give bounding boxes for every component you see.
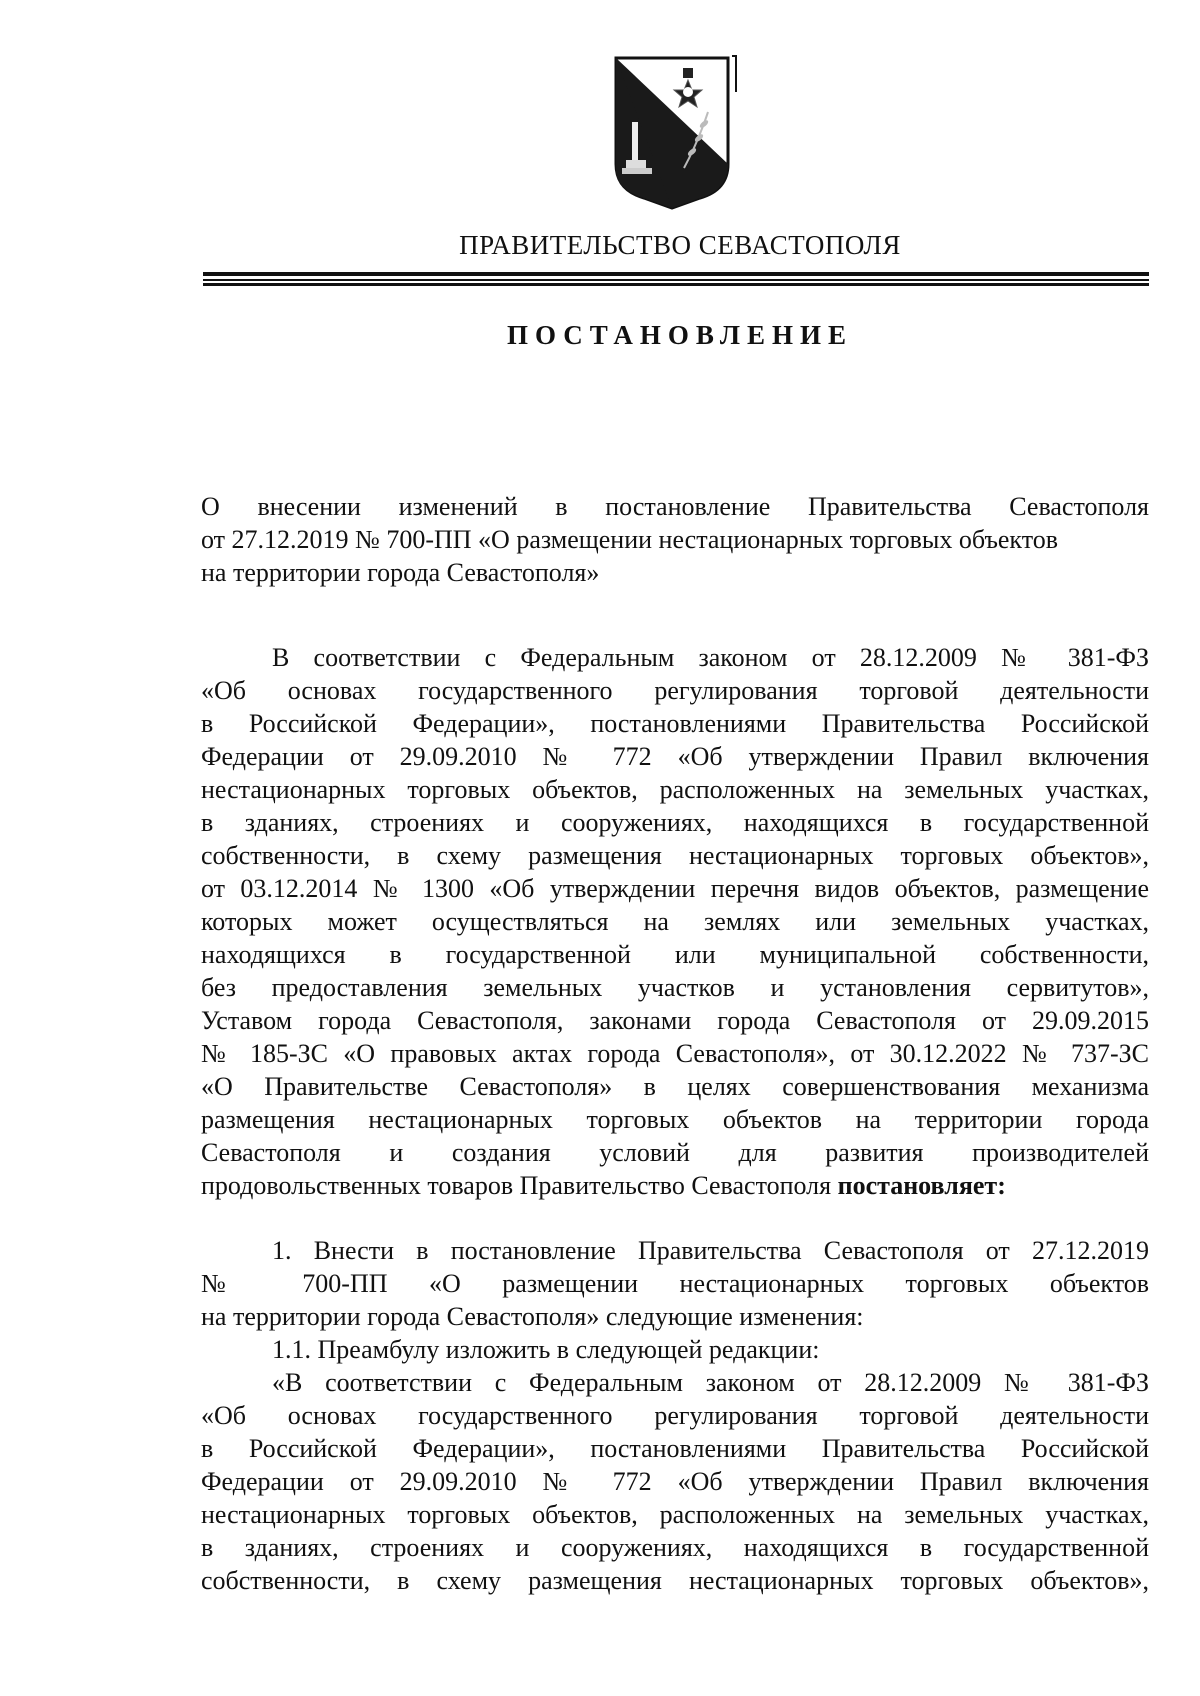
resolves-keyword: постановляет: xyxy=(837,1171,1006,1200)
text-line xyxy=(201,1169,1149,1202)
text-line: в зданиях, строениях и сооружениях, находящихся в государственной xyxy=(201,1533,1149,1562)
sevastopol-coat-of-arms-icon xyxy=(604,52,740,212)
text-line: № 700-ПП «О размещении нестационарных торговых объектов xyxy=(201,1269,1149,1298)
text-line: Федерации от 29.09.2010 № 772 «Об утверждении Правил включения xyxy=(201,742,1149,771)
header-rule xyxy=(203,272,1149,276)
text-line: 1.1. Преамбулу изложить в следующей редакции: xyxy=(272,1335,820,1364)
text-line: Севастополя и создания условий для развития производителей xyxy=(201,1138,1149,1167)
text-line: от 03.12.2014 № 1300 «Об утверждении перечня видов объектов, размещение xyxy=(201,874,1149,903)
text-line: нестационарных торговых объектов, расположенных на земельных участках, xyxy=(201,1500,1149,1529)
text-line: собственности, в схему размещения нестационарных торговых объектов», xyxy=(201,841,1149,870)
text-line: от 27.12.2019 № 700-ПП «О размещении нестационарных торговых объектов xyxy=(201,525,1059,554)
text-line: № 185-ЗС «О правовых актах города Севастополя», от 30.12.2022 № 737-ЗС xyxy=(201,1039,1149,1068)
text-line: «О Правительстве Севастополя» в целях совершенствования механизма xyxy=(201,1072,1149,1101)
text-line: размещения нестационарных торговых объектов на территории города xyxy=(201,1105,1149,1134)
text-line: нестационарных торговых объектов, расположенных на земельных участках, xyxy=(201,775,1149,804)
text-line: в Российской Федерации», постановлениями Правительства Российской xyxy=(201,1434,1149,1463)
text-line: «Об основах государственного регулирования торговой деятельности xyxy=(201,1401,1149,1430)
text-line: без предоставления земельных участков и установления сервитутов», xyxy=(201,973,1149,1002)
text-line: которых может осуществляться на землях или земельных участках, xyxy=(201,907,1149,936)
header-rule xyxy=(203,279,1149,281)
item-1-paragraph xyxy=(201,1234,1149,1597)
text-line: на территории города Севастополя» следующие изменения: xyxy=(201,1302,864,1331)
text-line: Уставом города Севастополя, законами города Севастополя от 29.09.2015 xyxy=(201,1006,1149,1035)
text-line: находящихся в государственной или муниципальной собственности, xyxy=(201,940,1149,969)
text-line: В соответствии с Федеральным законом от 28.12.2009 № 381-ФЗ xyxy=(272,643,1149,672)
government-title: ПРАВИТЕЛЬСТВО СЕВАСТОПОЛЯ xyxy=(459,230,901,260)
text-line: на территории города Севастополя» xyxy=(201,558,600,587)
text-line: в Российской Федерации», постановлениями Правительства Российской xyxy=(201,709,1149,738)
preamble-paragraph xyxy=(201,641,1149,1202)
text-line: «Об основах государственного регулирования торговой деятельности xyxy=(201,676,1149,705)
preamble-closing-text: продовольственных товаров Правительство Севастополя xyxy=(201,1171,838,1200)
text-line: О внесении изменений в постановление Правительства Севастополя xyxy=(201,492,1149,521)
document-type: ПОСТАНОВЛЕНИЕ xyxy=(506,320,854,350)
text-line: собственности, в схему размещения нестационарных торговых объектов», xyxy=(201,1566,1149,1595)
document-subject xyxy=(201,490,1149,589)
text-line: Федерации от 29.09.2010 № 772 «Об утверждении Правил включения xyxy=(201,1467,1149,1496)
text-line: в зданиях, строениях и сооружениях, находящихся в государственной xyxy=(201,808,1149,837)
text-line: 1. Внести в постановление Правительства Севастополя от 27.12.2019 xyxy=(272,1236,1149,1265)
header-rule xyxy=(203,283,1149,286)
text-line: «В соответствии с Федеральным законом от 28.12.2009 № 381-ФЗ xyxy=(272,1368,1149,1397)
